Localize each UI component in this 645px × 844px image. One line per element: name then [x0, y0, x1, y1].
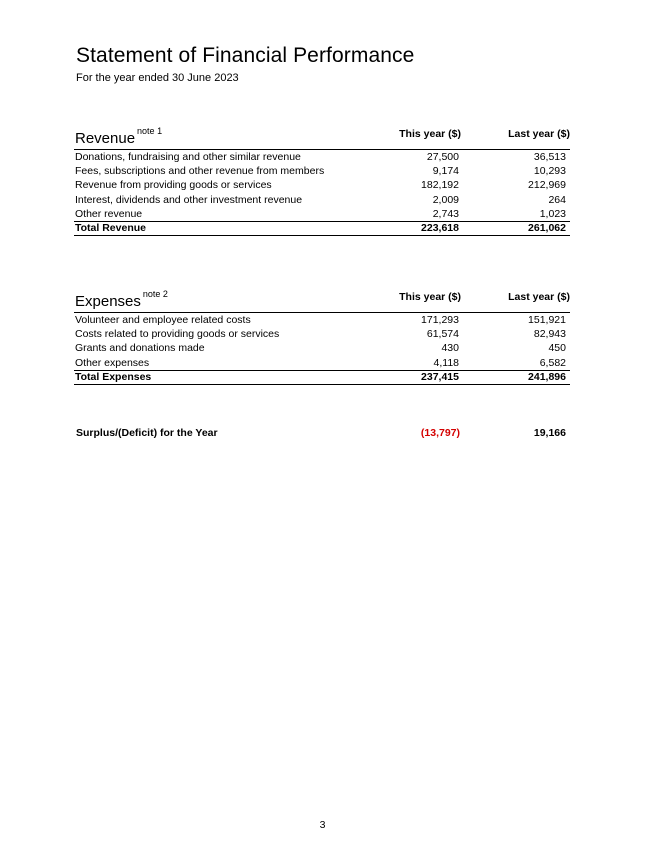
- expenses-col-this-year: This year ($): [399, 291, 461, 303]
- total-revenue-row: [74, 221, 570, 237]
- table-row: [74, 207, 570, 221]
- page-title: Statement of Financial Performance: [76, 44, 415, 67]
- row-last-year: 82,943: [533, 328, 566, 341]
- row-label: Other expenses: [75, 356, 150, 369]
- table-row: [74, 356, 570, 370]
- total-this-year: 237,415: [421, 370, 459, 383]
- row-this-year: 182,192: [421, 179, 459, 192]
- row-label: Revenue from providing goods or services: [75, 179, 272, 192]
- row-this-year: 9,174: [432, 165, 459, 178]
- row-this-year: 430: [441, 342, 459, 355]
- row-last-year: 6,582: [539, 356, 566, 369]
- page-number: 3: [319, 819, 326, 831]
- table-row: [74, 164, 570, 178]
- row-this-year: 2,743: [432, 207, 459, 220]
- surplus-this-year: (13,797): [420, 427, 460, 439]
- expenses-section: [74, 290, 570, 385]
- table-row: [74, 341, 570, 355]
- row-last-year: 1,023: [539, 207, 566, 220]
- surplus-row: [76, 426, 566, 440]
- row-label: Other revenue: [75, 207, 143, 220]
- surplus-last-year: 19,166: [533, 427, 566, 439]
- expenses-note-ref: note 2: [142, 289, 168, 299]
- row-last-year: 212,969: [528, 179, 566, 192]
- row-this-year: 61,574: [426, 328, 459, 341]
- row-this-year: 27,500: [426, 151, 459, 163]
- revenue-header: [74, 127, 570, 150]
- page-subtitle: For the year ended 30 June 2023: [76, 72, 239, 84]
- total-last-year: 261,062: [528, 221, 566, 234]
- table-row: [74, 193, 570, 207]
- row-label: Costs related to providing goods or services: [75, 328, 280, 341]
- row-label: Volunteer and employee related costs: [75, 314, 251, 326]
- total-this-year: 223,618: [421, 221, 459, 234]
- expenses-heading-text: Expenses: [75, 293, 141, 310]
- total-label: Total Revenue: [75, 221, 146, 234]
- row-label: Grants and donations made: [75, 342, 205, 355]
- revenue-rows: [74, 150, 570, 236]
- revenue-heading: [75, 126, 163, 147]
- row-last-year: 10,293: [533, 165, 566, 178]
- row-label: Interest, dividends and other investment revenue: [75, 193, 303, 206]
- row-this-year: 2,009: [432, 193, 459, 206]
- total-expenses-row: [74, 370, 570, 386]
- revenue-section: [74, 127, 570, 236]
- row-last-year: 36,513: [533, 151, 566, 163]
- revenue-col-this-year: This year ($): [399, 128, 461, 140]
- expenses-col-last-year: Last year ($): [508, 291, 570, 303]
- table-row: [74, 327, 570, 341]
- table-row: [74, 150, 570, 164]
- table-row: [74, 178, 570, 192]
- expenses-heading: [75, 289, 168, 310]
- row-last-year: 450: [548, 342, 566, 355]
- revenue-col-last-year: Last year ($): [508, 128, 570, 140]
- row-last-year: 264: [548, 193, 566, 206]
- row-this-year: 171,293: [421, 314, 459, 326]
- row-this-year: 4,118: [433, 356, 459, 369]
- row-label: Donations, fundraising and other similar revenue: [75, 151, 301, 163]
- row-last-year: 151,921: [528, 314, 566, 326]
- expenses-header: [74, 290, 570, 313]
- revenue-heading-text: Revenue: [75, 130, 136, 147]
- table-row: [74, 313, 570, 327]
- total-label: Total Expenses: [75, 370, 152, 383]
- row-label: Fees, subscriptions and other revenue from members: [75, 165, 325, 178]
- surplus-label: Surplus/(Deficit) for the Year: [76, 427, 218, 439]
- expenses-rows: [74, 313, 570, 385]
- revenue-note-ref: note 1: [137, 126, 163, 136]
- total-last-year: 241,896: [528, 370, 566, 383]
